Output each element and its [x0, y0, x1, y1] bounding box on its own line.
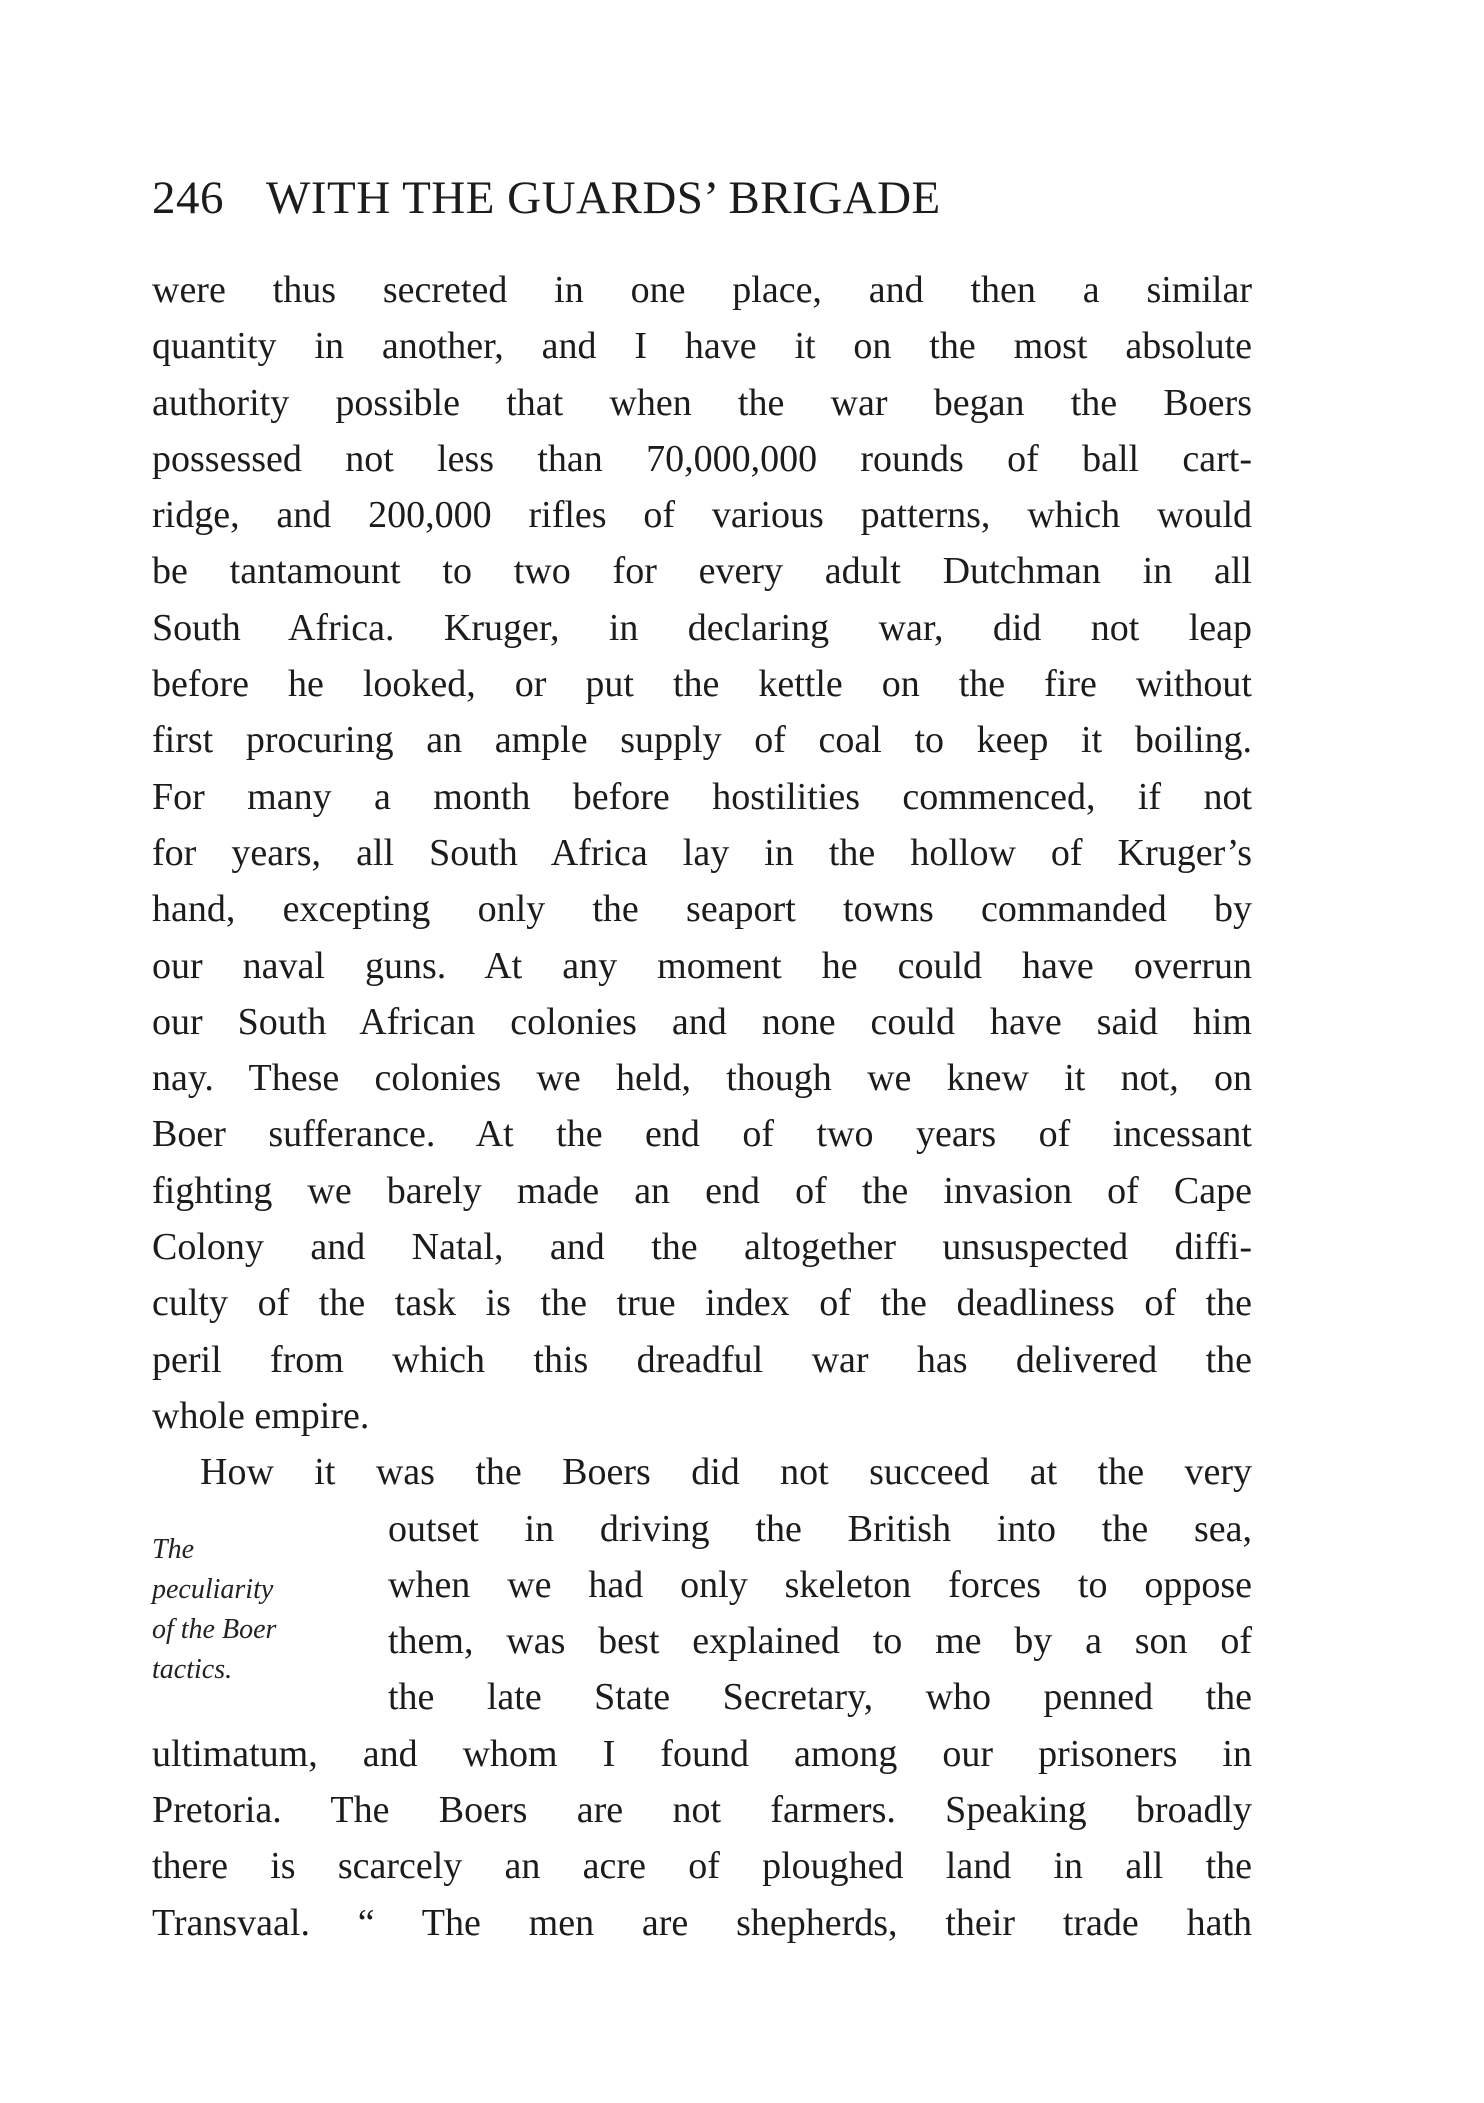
text-line: Pretoria. The Boers are not farmers. Speaking broadly	[152, 1789, 1252, 1832]
text-line: peril from which this dreadful war has delivered the	[152, 1338, 1252, 1381]
text-line: our naval guns. At any moment he could have overrun	[152, 944, 1252, 987]
text-line: Colony and Natal, and the altogether unsuspected diffi-	[152, 1226, 1252, 1269]
page-number: 246	[152, 172, 224, 224]
text-line: nay. These colonies we held, though we knew it not, on	[152, 1057, 1252, 1100]
text-line: them, was best explained to me by a son of	[388, 1620, 1252, 1663]
text-line: Transvaal. “ The men are shepherds, their trade hath	[152, 1901, 1252, 1944]
paragraph-2	[152, 1444, 1252, 1951]
text-line: hand, excepting only the seaport towns commanded by	[152, 888, 1252, 931]
text-line: For many a month before hostilities commenced, if not	[152, 775, 1252, 818]
text-line: when we had only skeleton forces to oppose	[388, 1563, 1252, 1606]
text-line: whole empire.	[152, 1394, 370, 1437]
text-line: possessed not less than 70,000,000 rounds of ball cart-	[152, 437, 1252, 480]
text-line: for years, all South Africa lay in the hollow of Kruger’s	[152, 831, 1252, 874]
sidenote-line: peculiarity	[152, 1574, 274, 1605]
text-line: outset in driving the British into the sea,	[388, 1507, 1252, 1550]
margin-sidenote	[152, 1530, 352, 1690]
text-line: be tantamount to two for every adult Dutchman in all	[152, 550, 1252, 593]
text-line: there is scarcely an acre of ploughed land in all the	[152, 1845, 1252, 1888]
text-line: fighting we barely made an end of the invasion of Cape	[152, 1169, 1252, 1212]
text-line: the late State Secretary, who penned the	[388, 1676, 1252, 1719]
text-line: quantity in another, and I have it on the most absolute	[152, 325, 1252, 368]
running-title: WITH THE GUARDS’ BRIGADE	[266, 172, 941, 224]
text-line: How it was the Boers did not succeed at the very	[200, 1451, 1252, 1494]
text-line: authority possible that when the war began the Boers	[152, 381, 1252, 424]
sidenote-line: The	[152, 1534, 194, 1565]
paragraph-1	[152, 262, 1252, 1444]
text-line: were thus secreted in one place, and then a similar	[152, 269, 1252, 311]
text-line: South Africa. Kruger, in declaring war, did not leap	[152, 606, 1252, 649]
running-head	[152, 168, 1252, 228]
sidenote-line: of the Boer	[152, 1614, 277, 1645]
text-line: first procuring an ample supply of coal to keep it boiling.	[152, 719, 1252, 762]
text-line: ultimatum, and whom I found among our prisoners in	[152, 1732, 1252, 1775]
text-line: our South African colonies and none could have said him	[152, 1000, 1252, 1043]
sidenote-line: tactics.	[152, 1654, 233, 1685]
text-line: ridge, and 200,000 rifles of various patterns, which would	[152, 494, 1252, 537]
text-line: culty of the task is the true index of the deadliness of the	[152, 1282, 1252, 1325]
text-line: before he looked, or put the kettle on the fire without	[152, 663, 1252, 706]
text-line: Boer sufferance. At the end of two years of incessant	[152, 1113, 1252, 1156]
body-text	[152, 262, 1252, 1951]
